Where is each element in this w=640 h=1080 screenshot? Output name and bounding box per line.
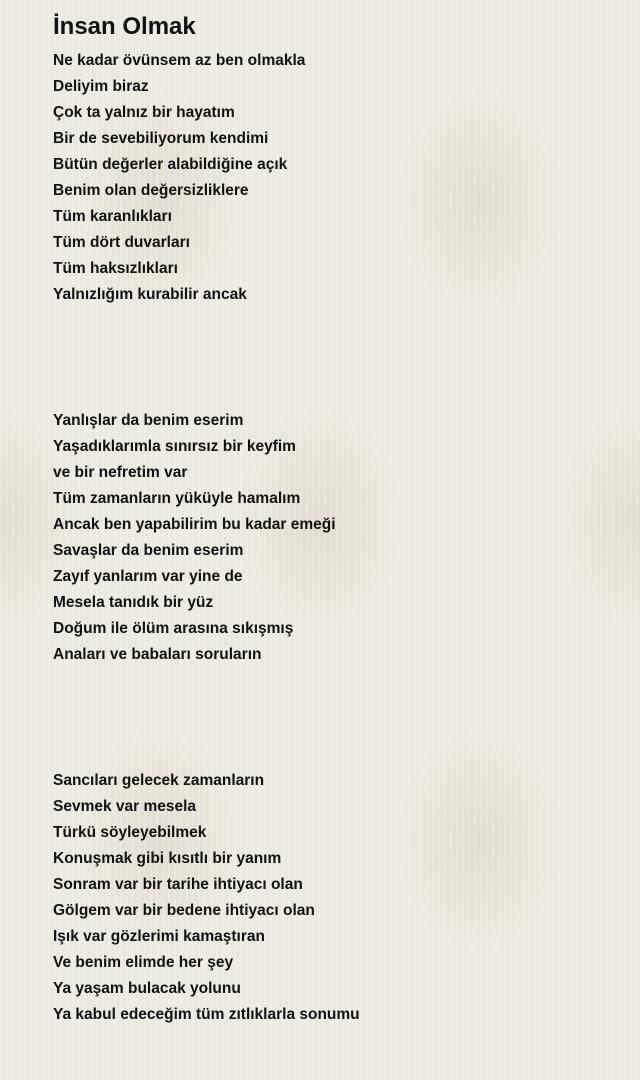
poem-line: Ya yaşam bulacak yolunu — [53, 980, 241, 997]
stanza-2 — [53, 408, 623, 668]
poem-line: Anaları ve babaları soruların — [53, 646, 262, 663]
poem-line: Doğum ile ölüm arasına sıkışmış — [53, 620, 294, 637]
poem-line: Ancak ben yapabilirim bu kadar emeği — [53, 516, 336, 533]
poem-line: Yanlışlar da benim eserim — [53, 412, 244, 429]
poem-line: Savaşlar da benim eserim — [53, 542, 244, 559]
poem-line: Bir de sevebiliyorum kendimi — [53, 130, 269, 147]
stanza-3 — [53, 768, 623, 1028]
poem-line: Bütün değerler alabildiğine açık — [53, 156, 288, 173]
poem-line: Tüm dört duvarları — [53, 234, 190, 251]
poem-line: Konuşmak gibi kısıtlı bir yanım — [53, 850, 282, 867]
poem-line: Zayıf yanlarım var yine de — [53, 568, 243, 585]
poem-line: Çok ta yalnız bir hayatım — [53, 104, 235, 121]
poem-line: Yaşadıklarımla sınırsız bir keyfim — [53, 438, 296, 455]
poem-line: Tüm haksızlıkları — [53, 260, 178, 277]
poem-line: Işık var gözlerimi kamaştıran — [53, 928, 265, 945]
poem-line: Sonram var bir tarihe ihtiyacı olan — [53, 876, 303, 893]
poem-container — [53, 10, 623, 1028]
poem-line: Deliyim biraz — [53, 78, 149, 95]
poem-line: Ve benim elimde her şey — [53, 954, 234, 971]
poem-line: Ne kadar övünsem az ben olmakla — [53, 52, 306, 69]
poem-line: Tüm karanlıkları — [53, 208, 172, 225]
poem-line: ve bir nefretim var — [53, 464, 188, 481]
poem-line: Tüm zamanların yüküyle hamalım — [53, 490, 301, 507]
stanza-1 — [53, 48, 623, 308]
poem-line: Ya kabul edeceğim tüm zıtlıklarla sonumu — [53, 1006, 360, 1023]
poem-line: Gölgem var bir bedene ihtiyacı olan — [53, 902, 315, 919]
poem-line: Türkü söyleyebilmek — [53, 824, 207, 841]
poem-line: Sevmek var mesela — [53, 798, 197, 815]
poem-line: Yalnızlığım kurabilir ancak — [53, 286, 247, 303]
poem-line: Sancıları gelecek zamanların — [53, 772, 265, 789]
poem-title: İnsan Olmak — [53, 13, 196, 40]
poem-line: Mesela tanıdık bir yüz — [53, 594, 214, 611]
poem-line: Benim olan değersizliklere — [53, 182, 249, 199]
